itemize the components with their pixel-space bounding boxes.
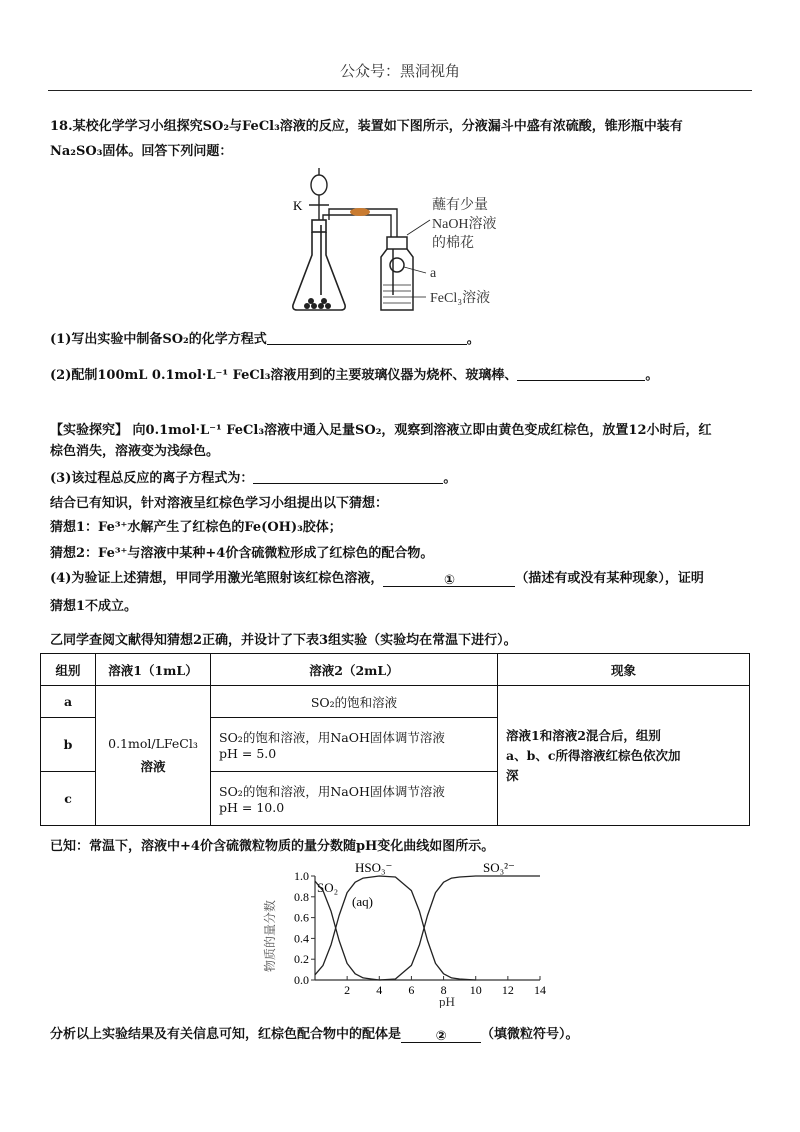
cotton-label-1: 蘸有少量 [432, 198, 488, 213]
header-solution2: 溶液2（2mL） [211, 654, 498, 686]
header-rule [48, 90, 752, 91]
x-tick-label: 4 [376, 983, 383, 997]
question-4: (4)为验证上述猜想，甲同学用激光笔照射该红棕色溶液， ① （描述有或没有某种现象），证明 [50, 571, 704, 588]
phenomenon-cell: 溶液1和溶液2混合后，组别 a、b、c所得溶液红棕色依次加 深 [498, 686, 750, 826]
header-solution1: 溶液1（1mL） [96, 654, 211, 686]
solution1-cell: 0.1mol/LFeCl₃ 溶液 [96, 686, 211, 826]
series-line-2 [379, 876, 540, 980]
y-tick-label: 0.8 [294, 889, 309, 904]
table-intro: 乙同学查阅文献得知猜想2正确，并设计了下表3组实验（实验均在常温下进行）。 [50, 633, 517, 648]
guess-2: 猜想2：Fe³⁺与溶液中某种+4价含硫微粒形成了红棕色的配合物。 [50, 546, 434, 561]
header-phenomenon: 现象 [498, 654, 750, 686]
answer-blank-4[interactable]: ① [383, 572, 515, 587]
question-2: (2)配制100mL 0.1mol·L⁻¹ FeCl₃溶液用到的主要玻璃仪器为烧杯、玻璃棒、 。 [50, 368, 659, 383]
sodium-sulfite-solid [304, 298, 331, 309]
rubber-joint [350, 208, 370, 216]
question-3: (3)该过程总反应的离子方程式为： 。 [50, 471, 457, 486]
solution2-c: SO₂的饱和溶液，用NaOH固体调节溶液 pH = 10.0 [211, 772, 498, 826]
explore-line2: 棕色消失，溶液变为浅绿色。 [50, 444, 220, 459]
answer-blank-1[interactable] [267, 330, 467, 345]
y-tick-label: 0.2 [294, 952, 309, 967]
x-tick-label: 2 [344, 983, 351, 997]
experiment-table [40, 653, 750, 826]
answer-blank-3[interactable] [253, 469, 443, 484]
x-axis-label: pH [439, 994, 455, 1008]
guess-1: 猜想1：Fe³⁺水解产生了红棕色的Fe(OH)₃胶体； [50, 520, 342, 535]
group-b: b [41, 718, 96, 772]
y-tick-label: 0.0 [294, 973, 309, 987]
fecl3-solution [383, 285, 411, 303]
question-18-line2: Na₂SO₃固体。回答下列问题： [50, 144, 233, 159]
apparatus-diagram [285, 165, 545, 317]
distribution-chart [255, 858, 555, 1008]
fecl3-label: FeCl₃溶液 [430, 291, 491, 306]
label-so2-aq: (aq) [352, 894, 373, 909]
x-tick-label: 8 [440, 983, 447, 997]
solution2-a: SO₂的饱和溶液 [211, 686, 498, 718]
x-tick-label: 6 [408, 983, 415, 997]
y-tick-label: 0.4 [294, 931, 309, 946]
x-tick-label: 12 [501, 983, 514, 997]
point-a-label: a [430, 266, 437, 281]
answer-blank-final[interactable]: ② [401, 1028, 481, 1043]
conical-flask [293, 220, 345, 310]
answer-blank-2[interactable] [517, 366, 645, 381]
explore-line1: 【实验探究】 向0.1mol·L⁻¹ FeCl₃溶液中通入足量SO₂，观察到溶液立即由黄色变成红棕色，放置12小时后，红 [50, 423, 712, 438]
y-tick-label: 0.6 [294, 910, 309, 925]
question-18-line1: 18.某校化学学习小组探究SO₂与FeCl₃溶液的反应，装置如下图所示，分液漏斗中盛有浓硫酸，锥形瓶中装有 [50, 119, 683, 134]
cotton-label-2: NaOH溶液 [432, 217, 497, 232]
y-tick-label: 1.0 [294, 869, 309, 883]
group-c: c [41, 772, 96, 826]
separatory-funnel [309, 168, 329, 225]
series-line-1 [315, 876, 476, 980]
group-a: a [41, 686, 96, 718]
chart-intro: 已知：常温下，溶液中+4价含硫微粒物质的量分数随pH变化曲线如图所示。 [50, 839, 495, 854]
cotton-label-3: 的棉花 [432, 236, 474, 251]
label-hso3: HSO₃⁻ [355, 860, 393, 875]
page-header: 公众号：黑洞视角 [339, 62, 460, 80]
x-tick-label: 14 [534, 983, 546, 997]
label-so2: SO₂ [317, 880, 339, 895]
header-group: 组别 [41, 654, 96, 686]
wash-bottle [381, 237, 413, 310]
valve-label: K [293, 198, 303, 213]
question-1: (1)写出实验中制备SO₂的化学方程式 。 [50, 332, 480, 347]
known-line: 结合已有知识，针对溶液呈红棕色学习小组提出以下猜想： [50, 496, 389, 511]
y-axis-label: 物质的量分数 [263, 899, 277, 972]
solution2-b: SO₂的饱和溶液，用NaOH固体调节溶液 pH = 5.0 [211, 718, 498, 772]
x-tick-label: 10 [469, 983, 482, 997]
final-question: 分析以上实验结果及有关信息可知，红棕色配合物中的配体是 ② （填微粒符号）。 [50, 1027, 579, 1044]
label-so3: SO₃²⁻ [483, 860, 515, 875]
question-4-end: 猜想1不成立。 [50, 599, 138, 614]
